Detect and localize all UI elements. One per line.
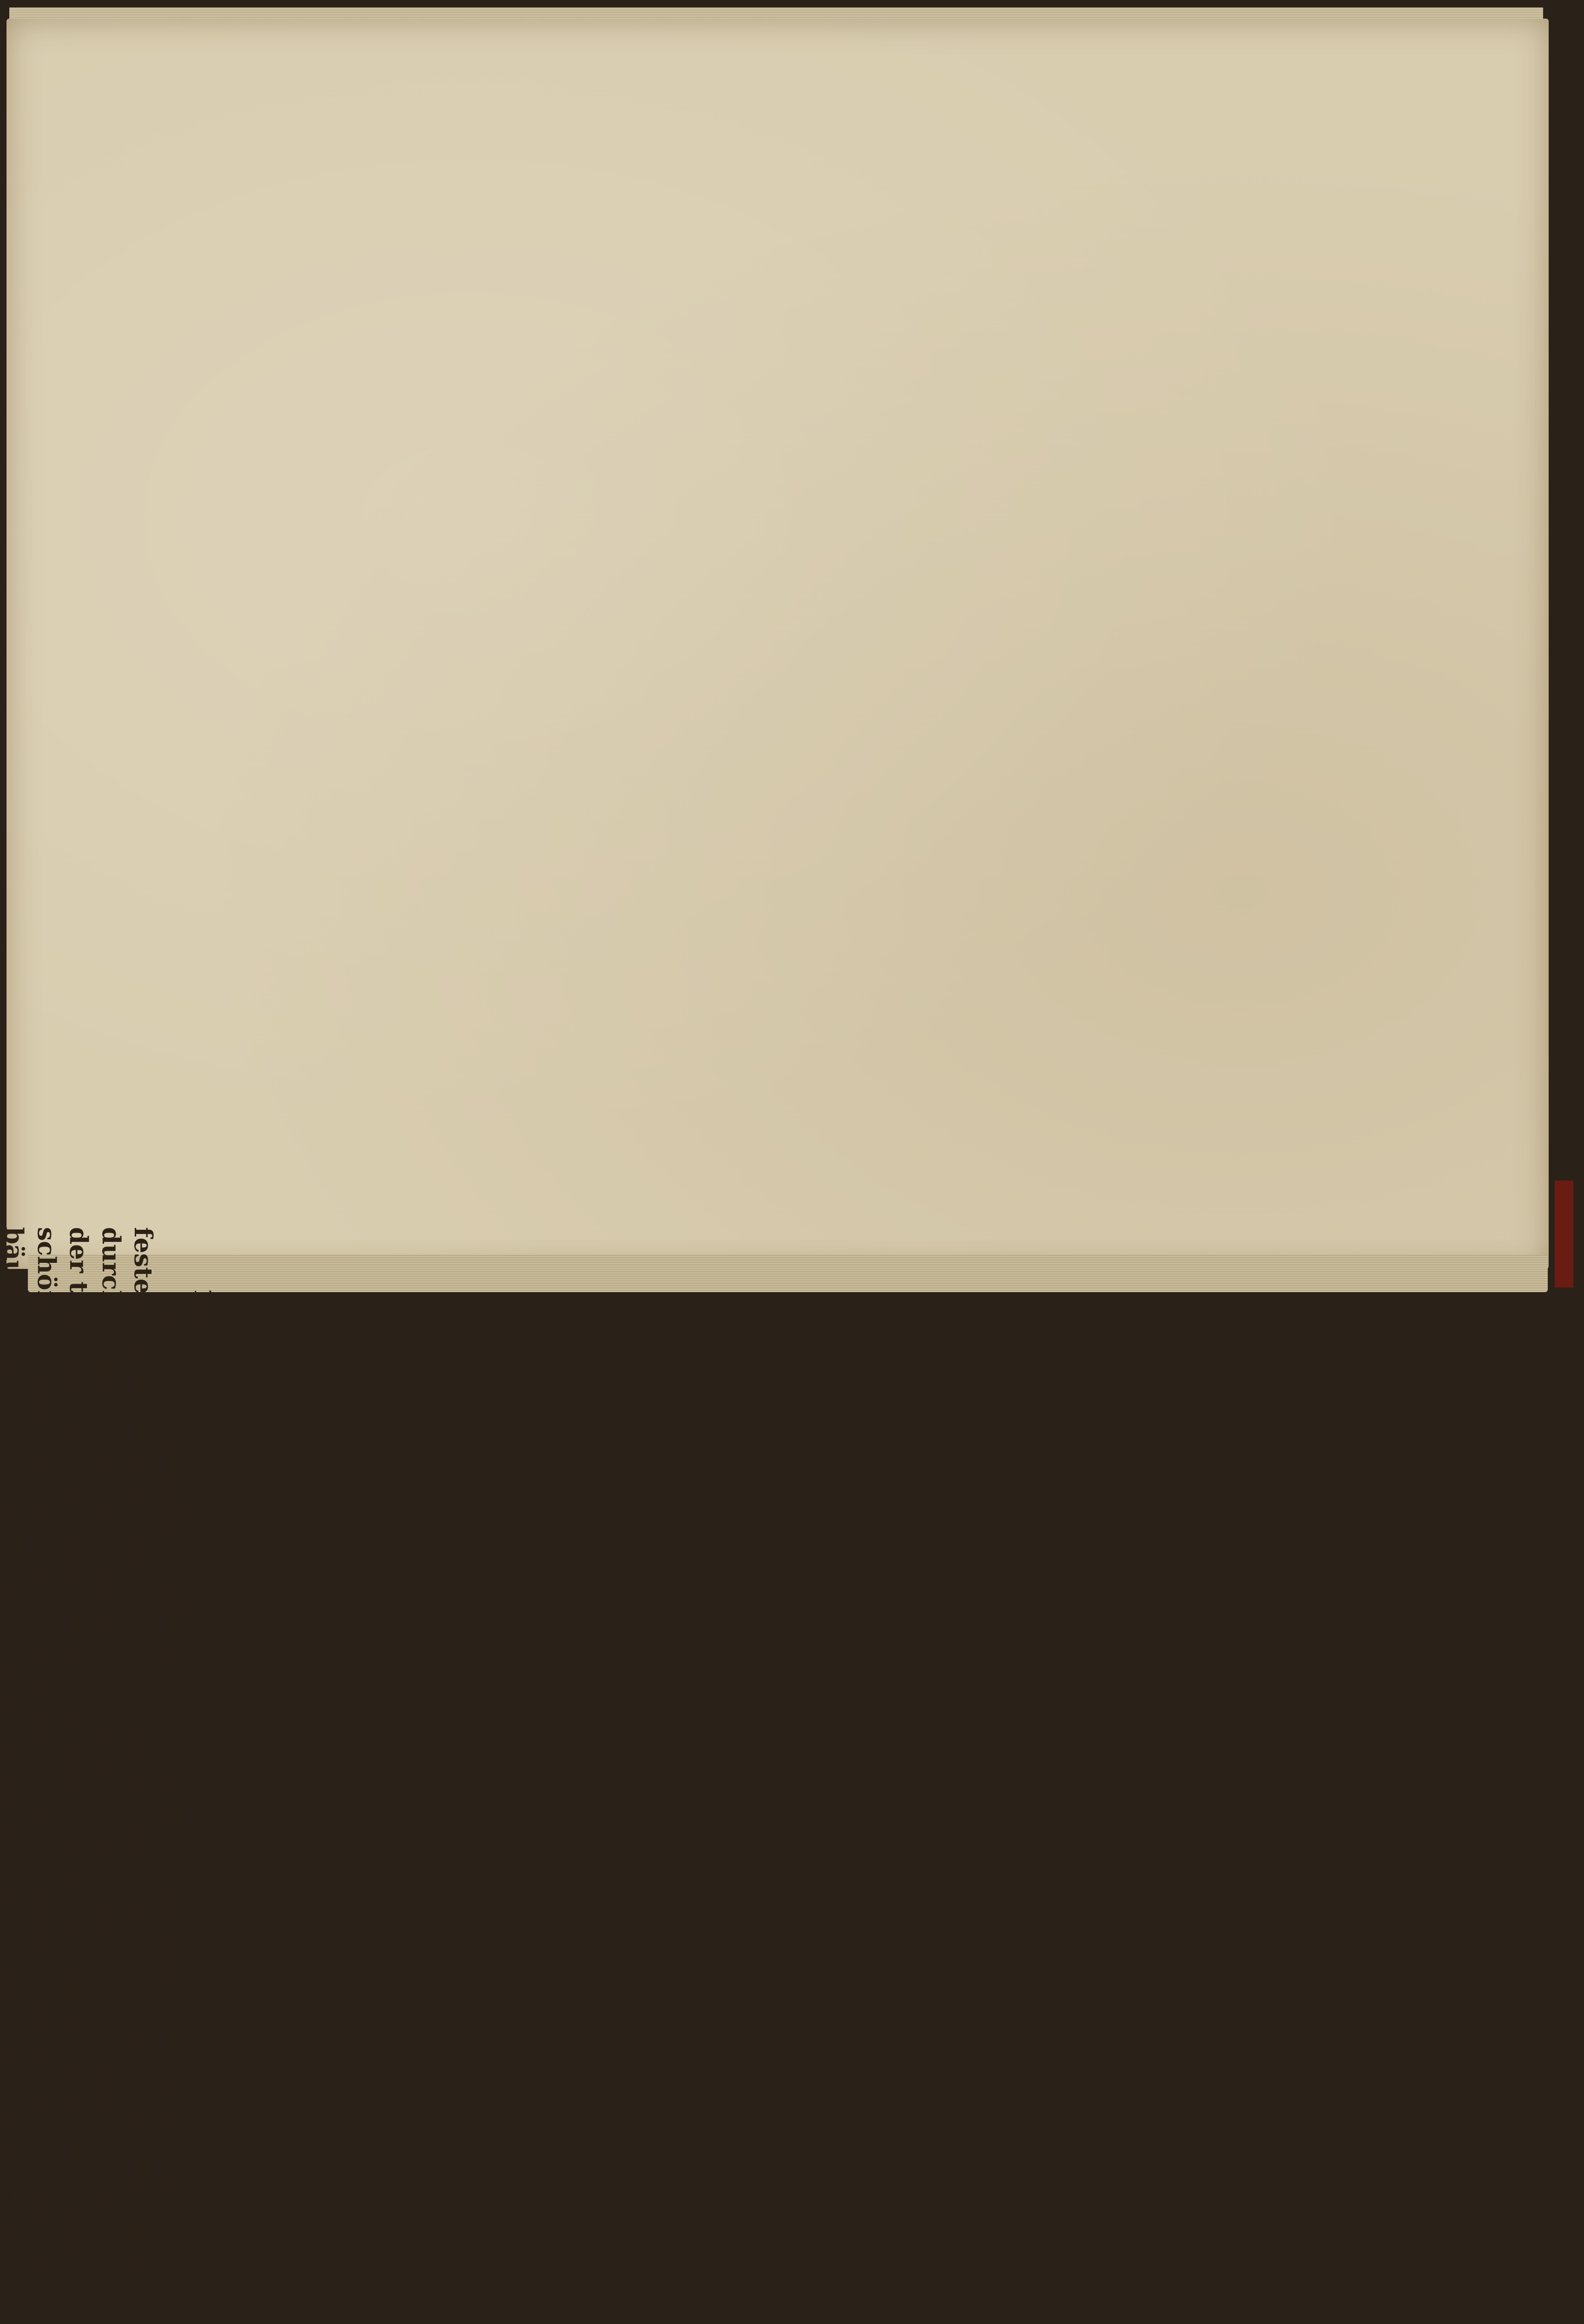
text-line: der toskanischen Ordnung, welche große Scheuren tragen, wozu zwey, sehr — [64, 1227, 93, 2271]
page-text-block — [0, 1227, 218, 2324]
text-line: Die Getreidehalle (Halle au blé), ein zirkelförmiges Gebäude, von — [161, 1297, 190, 2202]
text-line: schöne Treppen führen. Der Hof bildet einen völligen halben Zirkel. Das Ge- — [32, 1227, 61, 2283]
text-line: festem Baue, welches auf eine so einfache als edle Art verziert ist. Man geht — [129, 1227, 158, 2284]
bookmark-ribbon — [1555, 1181, 1573, 1287]
text-line: bäude wäre ein vortreffliches Lokal für große Gastmähler, weil man 12 bis — [0, 1227, 29, 2253]
paragraph-getreidehalle — [0, 1227, 191, 2324]
page-number: 102 — [189, 1287, 218, 1340]
book-page — [7, 19, 1549, 1269]
page-edge-bottom — [28, 1255, 1548, 1292]
text-line: durch 25 gleich große Bögen ein. Das unterste Stockwerk enthält Pfeiler von — [97, 1227, 125, 2295]
